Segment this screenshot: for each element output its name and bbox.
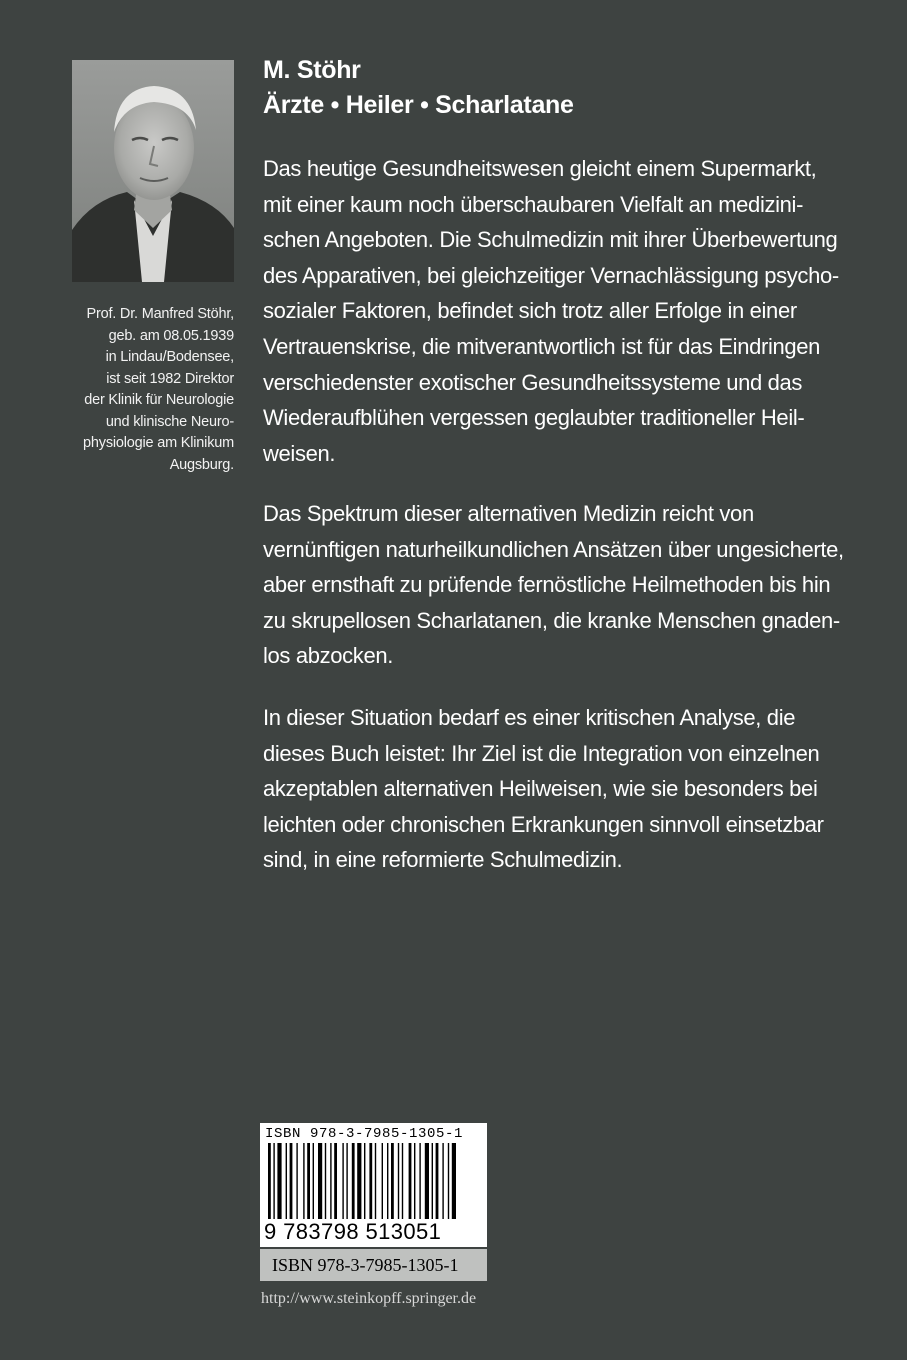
bio-line: physiologie am Klinikum — [83, 435, 234, 451]
barcode-bar — [402, 1143, 403, 1219]
book-title: Ärzte • Heiler • Scharlatane — [263, 91, 574, 119]
text-line: zu skrupellosen Scharlatanen, die kranke Menschen gnaden- — [263, 607, 840, 633]
text-line: vernünftigen naturheilkundlichen Ansätzen über ungesicherte, — [263, 536, 844, 562]
bio-line: Prof. Dr. Manfred Stöhr, — [86, 306, 234, 322]
barcode-bar — [436, 1143, 439, 1219]
publisher-url: http://www.steinkopff.springer.de — [261, 1290, 477, 1307]
bio-line: ist seit 1982 Direktor — [106, 370, 234, 387]
barcode — [260, 1123, 487, 1247]
author-name: M. Stöhr — [263, 56, 361, 84]
bio-line: der Klinik für Neurologie — [84, 392, 234, 408]
text-line: Wiederaufblühen vergessen geglaubter traditioneller Heil- — [263, 405, 805, 431]
barcode-bar — [352, 1143, 355, 1219]
barcode-bar — [313, 1143, 314, 1219]
barcode-bar — [296, 1143, 297, 1219]
barcode-bar — [391, 1143, 394, 1219]
barcode-bar — [419, 1143, 420, 1219]
text-line: los abzocken. — [263, 643, 393, 669]
text-line: Vertrauenskrise, die mitverantwortlich ist für das Eindringen — [263, 333, 821, 359]
barcode-bar — [346, 1143, 347, 1219]
text-line: mit einer kaum noch überschaubaren Vielfalt an medizini- — [263, 191, 804, 217]
author-bio — [60, 304, 234, 476]
text-line: weisen. — [263, 440, 336, 466]
barcode-bar — [307, 1143, 310, 1219]
text-line: Das heutige Gesundheitswesen gleicht einem Supermarkt, — [263, 156, 817, 181]
text-line: schen Angeboten. Die Schulmedizin mit ihrer Überbewertung — [263, 227, 838, 253]
barcode-bar — [342, 1143, 343, 1219]
bio-line: in Lindau/Bodensee, — [105, 349, 234, 365]
bio-line: und klinische Neuro- — [105, 413, 234, 430]
barcode-isbn-label: ISBN 978-3-7985-1305-1 — [265, 1126, 464, 1142]
barcode-bar — [318, 1143, 322, 1219]
isbn-plate: ISBN 978-3-7985-1305-1 — [260, 1249, 487, 1281]
barcode-bar — [414, 1143, 415, 1219]
paragraph-3 — [263, 700, 863, 878]
barcode-bars — [260, 1143, 487, 1221]
barcode-bar — [334, 1143, 337, 1219]
barcode-bar — [369, 1143, 372, 1219]
text-line: verschiedenster exotischer Gesundheitssysteme und das — [263, 369, 803, 395]
barcode-bar — [409, 1143, 412, 1219]
text-line: sozialer Faktoren, befindet sich trotz aller Erfolge in einer — [263, 298, 797, 324]
text-line: dieses Buch leistet: Ihr Ziel ist die Integration von einzelnen — [263, 740, 820, 766]
paragraph-2 — [263, 496, 863, 674]
barcode-bar — [277, 1143, 281, 1219]
text-line: aber ernsthaft zu prüfende fernöstliche Heilmethoden bis hin — [263, 572, 831, 598]
barcode-bar — [286, 1143, 287, 1219]
barcode-bar — [357, 1143, 361, 1219]
barcode-bar — [268, 1143, 271, 1219]
barcode-bar — [303, 1143, 304, 1219]
bio-line: geb. am 08.05.1939 — [108, 327, 234, 344]
text-line: Das Spektrum dieser alternativen Medizin reicht von — [263, 501, 754, 526]
barcode-bar — [398, 1143, 399, 1219]
paragraph-1 — [263, 151, 863, 471]
barcode-bar — [425, 1143, 429, 1219]
barcode-bar — [364, 1143, 365, 1219]
barcode-bar — [432, 1143, 433, 1219]
barcode-bar — [442, 1143, 443, 1219]
barcode-bar — [290, 1143, 293, 1219]
text-line: sind, in eine reformierte Schulmedizin. — [263, 847, 623, 873]
portrait-image — [72, 60, 234, 282]
barcode-bar — [325, 1143, 326, 1219]
text-line: des Apparativen, bei gleichzeitiger Vernachlässigung psycho- — [263, 262, 839, 288]
barcode-bar — [387, 1143, 388, 1219]
author-photo — [72, 60, 234, 282]
barcode-bar — [452, 1143, 456, 1219]
barcode-bar — [448, 1143, 449, 1219]
barcode-bar — [375, 1143, 376, 1219]
barcode-bar — [382, 1143, 383, 1219]
text-line: In dieser Situation bedarf es einer kritischen Analyse, die — [263, 705, 796, 730]
text-line: leichten oder chronischen Erkrankungen sinnvoll einsetzbar — [263, 811, 824, 837]
barcode-bar — [330, 1143, 331, 1219]
barcode-digits: 9 783798 513051 — [264, 1219, 442, 1244]
text-line: akzeptablen alternativen Heilweisen, wie sie besonders bei — [263, 776, 818, 802]
barcode-bar — [273, 1143, 274, 1219]
bio-line: Augsburg. — [169, 456, 234, 473]
